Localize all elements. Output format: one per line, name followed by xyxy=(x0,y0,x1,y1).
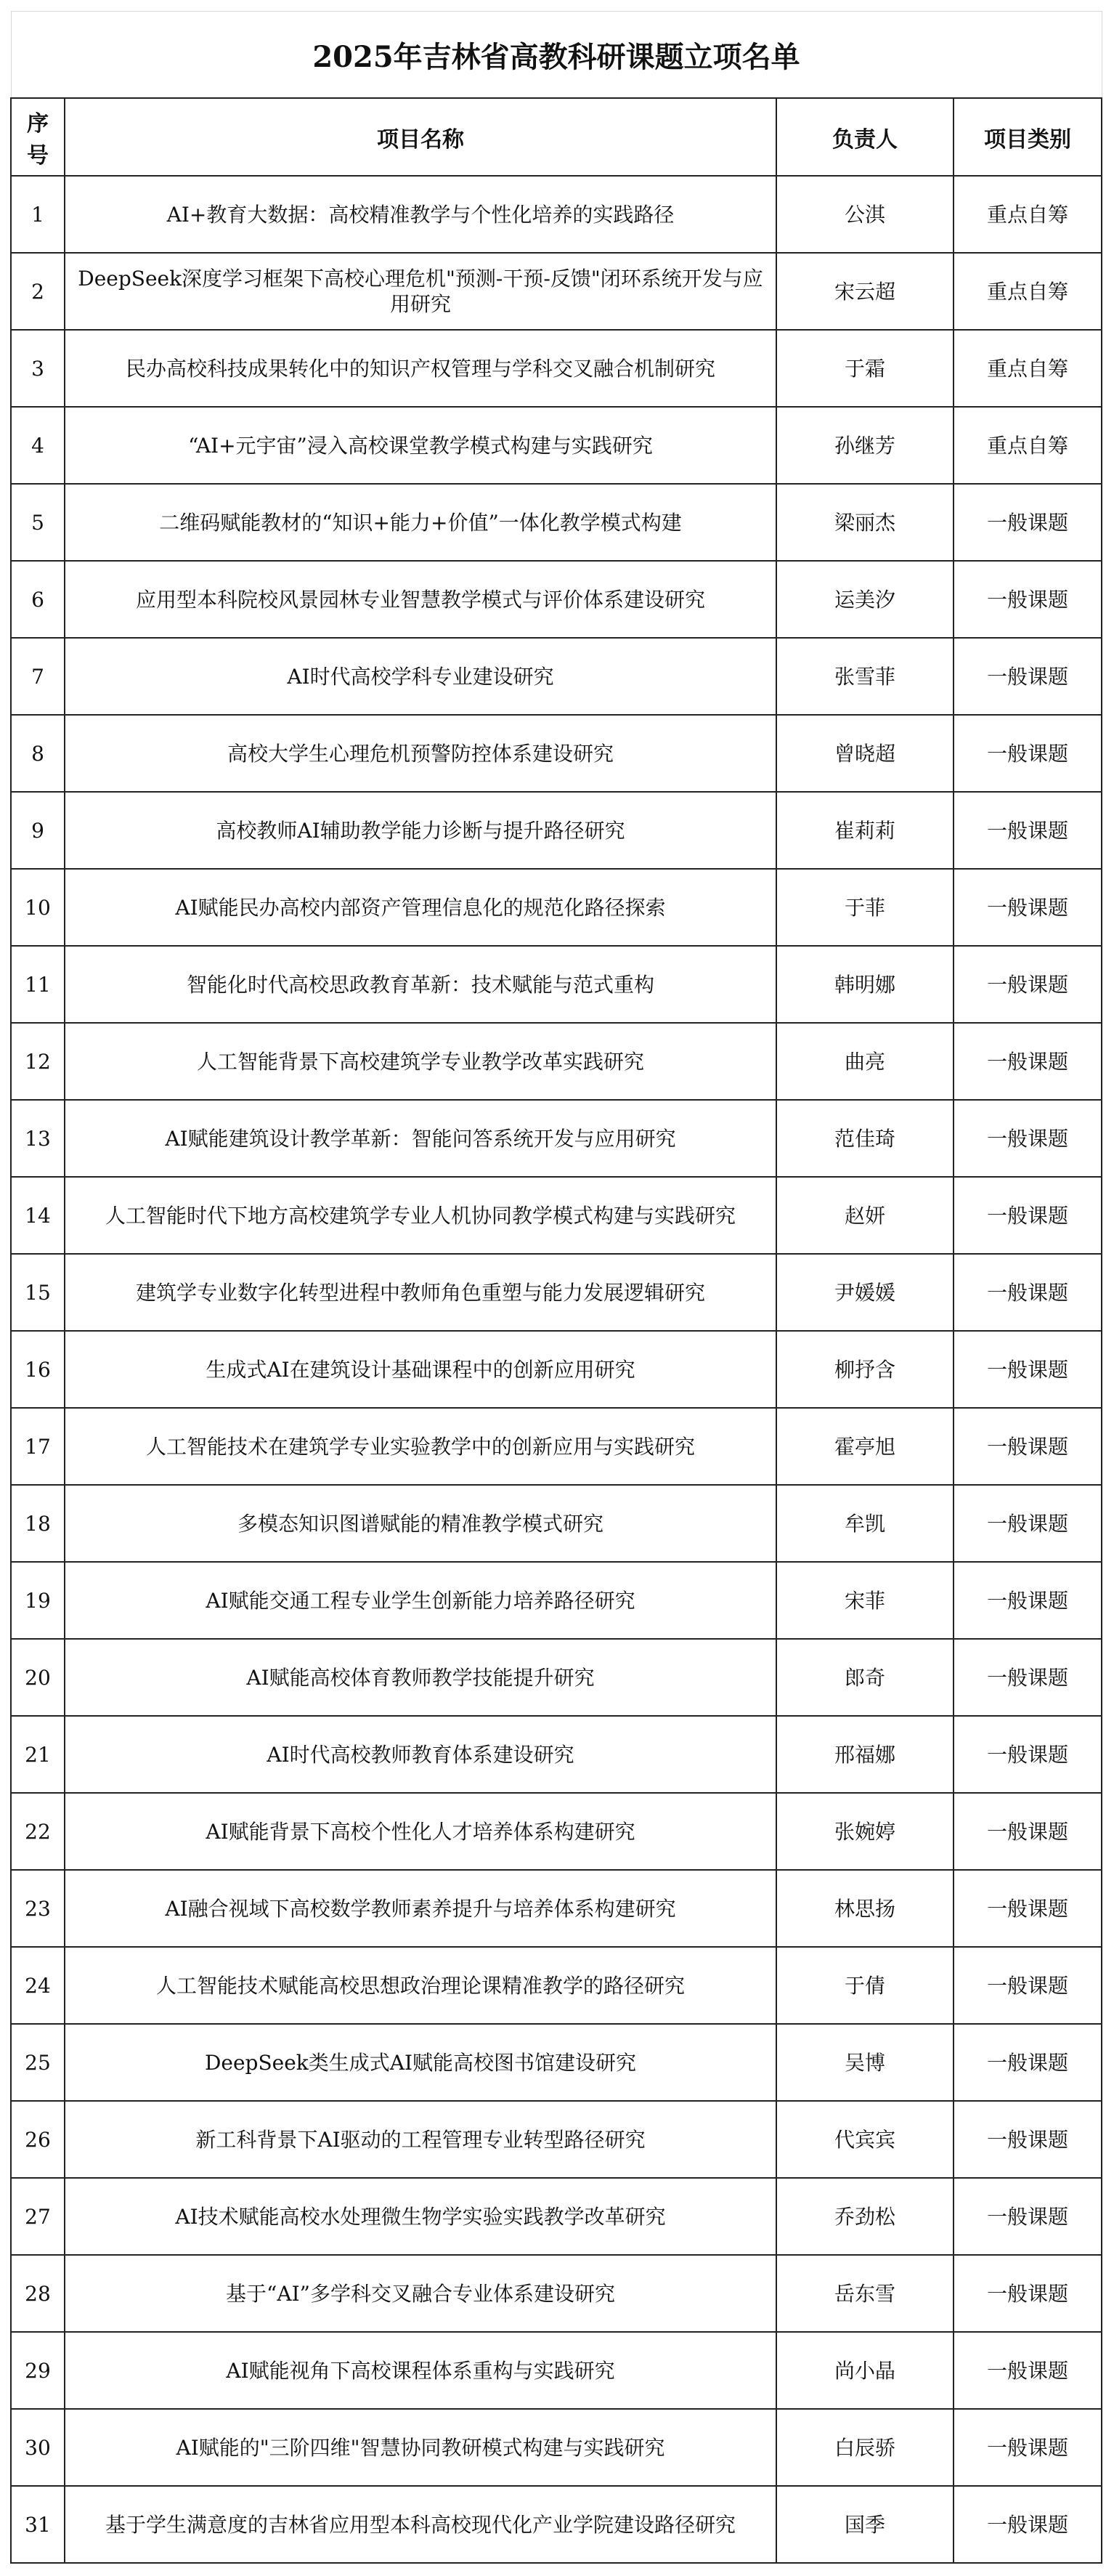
row-index: 19 xyxy=(11,1562,65,1639)
row-index: 24 xyxy=(11,1947,65,2024)
row-project-name: AI融合视域下高校数学教师素养提升与培养体系构建研究 xyxy=(65,1870,776,1947)
row-index: 10 xyxy=(11,869,65,946)
row-index: 22 xyxy=(11,1793,65,1870)
row-category: 一般课题 xyxy=(954,2178,1102,2255)
row-leader: 郎奇 xyxy=(776,1639,954,1716)
header-leader: 负责人 xyxy=(776,98,954,176)
row-category: 一般课题 xyxy=(954,715,1102,792)
row-leader: 霍亭旭 xyxy=(776,1408,954,1485)
row-leader: 梁丽杰 xyxy=(776,484,954,561)
table-row xyxy=(11,715,1102,792)
row-category: 一般课题 xyxy=(954,1485,1102,1562)
table-row xyxy=(11,176,1102,253)
table-row xyxy=(11,1485,1102,1562)
row-leader: 吴博 xyxy=(776,2024,954,2101)
row-category: 一般课题 xyxy=(954,1793,1102,1870)
row-category: 一般课题 xyxy=(954,2101,1102,2178)
row-index: 26 xyxy=(11,2101,65,2178)
row-index: 21 xyxy=(11,1716,65,1793)
header-index: 序号 xyxy=(11,98,65,176)
row-category: 一般课题 xyxy=(954,1023,1102,1100)
row-index: 23 xyxy=(11,1870,65,1947)
project-list-document xyxy=(10,11,1101,2564)
row-project-name: “AI+元宇宙”浸入高校课堂教学模式构建与实践研究 xyxy=(65,407,776,484)
row-project-name: AI时代高校教师教育体系建设研究 xyxy=(65,1716,776,1793)
table-row xyxy=(11,1408,1102,1485)
row-leader: 张婉婷 xyxy=(776,1793,954,1870)
row-project-name: 生成式AI在建筑设计基础课程中的创新应用研究 xyxy=(65,1331,776,1408)
row-category: 重点自筹 xyxy=(954,407,1102,484)
header-category: 项目类别 xyxy=(954,98,1102,176)
row-leader: 于菲 xyxy=(776,869,954,946)
row-category: 一般课题 xyxy=(954,1331,1102,1408)
header-project-name: 项目名称 xyxy=(65,98,776,176)
row-project-name: 人工智能背景下高校建筑学专业教学改革实践研究 xyxy=(65,1023,776,1100)
row-category: 一般课题 xyxy=(954,1947,1102,2024)
row-category: 一般课题 xyxy=(954,1562,1102,1639)
row-leader: 公淇 xyxy=(776,176,954,253)
row-index: 16 xyxy=(11,1331,65,1408)
row-index: 14 xyxy=(11,1177,65,1254)
row-leader: 孙继芳 xyxy=(776,407,954,484)
row-leader: 代宾宾 xyxy=(776,2101,954,2178)
row-leader: 范佳琦 xyxy=(776,1100,954,1177)
row-leader: 宋菲 xyxy=(776,1562,954,1639)
table-row xyxy=(11,1562,1102,1639)
table-row xyxy=(11,869,1102,946)
table-body xyxy=(11,176,1102,2563)
row-leader: 赵妍 xyxy=(776,1177,954,1254)
row-project-name: AI赋能民办高校内部资产管理信息化的规范化路径探索 xyxy=(65,869,776,946)
table-row xyxy=(11,1100,1102,1177)
row-index: 6 xyxy=(11,561,65,638)
title-row xyxy=(11,12,1102,99)
row-category: 一般课题 xyxy=(954,638,1102,715)
table-row xyxy=(11,1331,1102,1408)
row-index: 9 xyxy=(11,792,65,869)
row-project-name: AI赋能建筑设计教学革新：智能问答系统开发与应用研究 xyxy=(65,1100,776,1177)
table-row xyxy=(11,1793,1102,1870)
row-project-name: DeepSeek深度学习框架下高校心理危机"预测-干预-反馈"闭环系统开发与应用研究 xyxy=(65,253,776,330)
row-index: 18 xyxy=(11,1485,65,1562)
row-index: 4 xyxy=(11,407,65,484)
row-index: 7 xyxy=(11,638,65,715)
row-index: 11 xyxy=(11,946,65,1023)
row-leader: 运美汐 xyxy=(776,561,954,638)
row-category: 一般课题 xyxy=(954,1639,1102,1716)
row-category: 重点自筹 xyxy=(954,253,1102,330)
table-row xyxy=(11,2178,1102,2255)
row-leader: 牟凯 xyxy=(776,1485,954,1562)
row-project-name: 人工智能技术在建筑学专业实验教学中的创新应用与实践研究 xyxy=(65,1408,776,1485)
document-title: 2025年吉林省高教科研课题立项名单 xyxy=(11,12,1102,99)
row-category: 一般课题 xyxy=(954,484,1102,561)
row-category: 一般课题 xyxy=(954,1716,1102,1793)
project-table xyxy=(10,11,1102,2564)
table-row xyxy=(11,2255,1102,2332)
row-leader: 白辰骄 xyxy=(776,2409,954,2486)
table-row xyxy=(11,946,1102,1023)
row-index: 13 xyxy=(11,1100,65,1177)
row-leader: 张雪菲 xyxy=(776,638,954,715)
row-project-name: 多模态知识图谱赋能的精准教学模式研究 xyxy=(65,1485,776,1562)
row-project-name: 人工智能时代下地方高校建筑学专业人机协同教学模式构建与实践研究 xyxy=(65,1177,776,1254)
row-leader: 乔劲松 xyxy=(776,2178,954,2255)
row-project-name: 人工智能技术赋能高校思想政治理论课精准教学的路径研究 xyxy=(65,1947,776,2024)
row-project-name: AI+教育大数据：高校精准教学与个性化培养的实践路径 xyxy=(65,176,776,253)
row-leader: 韩明娜 xyxy=(776,946,954,1023)
row-leader: 崔莉莉 xyxy=(776,792,954,869)
row-category: 一般课题 xyxy=(954,2024,1102,2101)
row-project-name: 应用型本科院校风景园林专业智慧教学模式与评价体系建设研究 xyxy=(65,561,776,638)
table-row xyxy=(11,2332,1102,2409)
table-row xyxy=(11,1023,1102,1100)
header-row xyxy=(11,98,1102,176)
row-category: 一般课题 xyxy=(954,1100,1102,1177)
row-index: 27 xyxy=(11,2178,65,2255)
row-project-name: 基于“AI”多学科交叉融合专业体系建设研究 xyxy=(65,2255,776,2332)
row-category: 重点自筹 xyxy=(954,176,1102,253)
row-leader: 于倩 xyxy=(776,1947,954,2024)
row-category: 一般课题 xyxy=(954,869,1102,946)
row-category: 一般课题 xyxy=(954,2255,1102,2332)
row-project-name: AI赋能的"三阶四维"智慧协同教研模式构建与实践研究 xyxy=(65,2409,776,2486)
table-row xyxy=(11,2409,1102,2486)
row-index: 30 xyxy=(11,2409,65,2486)
row-index: 20 xyxy=(11,1639,65,1716)
row-index: 15 xyxy=(11,1254,65,1331)
row-leader: 柳抒含 xyxy=(776,1331,954,1408)
row-index: 17 xyxy=(11,1408,65,1485)
row-index: 5 xyxy=(11,484,65,561)
row-index: 29 xyxy=(11,2332,65,2409)
row-leader: 尹媛媛 xyxy=(776,1254,954,1331)
row-index: 12 xyxy=(11,1023,65,1100)
row-project-name: AI技术赋能高校水处理微生物学实验实践教学改革研究 xyxy=(65,2178,776,2255)
row-project-name: 高校教师AI辅助教学能力诊断与提升路径研究 xyxy=(65,792,776,869)
table-row xyxy=(11,253,1102,330)
row-project-name: DeepSeek类生成式AI赋能高校图书馆建设研究 xyxy=(65,2024,776,2101)
row-project-name: AI赋能背景下高校个性化人才培养体系构建研究 xyxy=(65,1793,776,1870)
table-row xyxy=(11,1639,1102,1716)
row-category: 一般课题 xyxy=(954,792,1102,869)
row-index: 28 xyxy=(11,2255,65,2332)
row-project-name: 民办高校科技成果转化中的知识产权管理与学科交叉融合机制研究 xyxy=(65,330,776,407)
row-project-name: 二维码赋能教材的“知识+能力+价值”一体化教学模式构建 xyxy=(65,484,776,561)
table-row xyxy=(11,484,1102,561)
table-row xyxy=(11,638,1102,715)
row-project-name: AI赋能视角下高校课程体系重构与实践研究 xyxy=(65,2332,776,2409)
table-row xyxy=(11,330,1102,407)
row-category: 一般课题 xyxy=(954,2332,1102,2409)
row-project-name: 新工科背景下AI驱动的工程管理专业转型路径研究 xyxy=(65,2101,776,2178)
row-leader: 岳东雪 xyxy=(776,2255,954,2332)
row-project-name: AI赋能高校体育教师教学技能提升研究 xyxy=(65,1639,776,1716)
row-leader: 林思扬 xyxy=(776,1870,954,1947)
table-row xyxy=(11,1870,1102,1947)
row-category: 一般课题 xyxy=(954,1870,1102,1947)
row-category: 一般课题 xyxy=(954,1254,1102,1331)
table-row xyxy=(11,561,1102,638)
table-row xyxy=(11,2101,1102,2178)
table-row xyxy=(11,1254,1102,1331)
table-row xyxy=(11,407,1102,484)
table-row xyxy=(11,2486,1102,2563)
row-leader: 尚小晶 xyxy=(776,2332,954,2409)
table-row xyxy=(11,792,1102,869)
row-category: 重点自筹 xyxy=(954,330,1102,407)
row-category: 一般课题 xyxy=(954,2409,1102,2486)
row-project-name: AI时代高校学科专业建设研究 xyxy=(65,638,776,715)
row-index: 2 xyxy=(11,253,65,330)
row-leader: 曲亮 xyxy=(776,1023,954,1100)
row-leader: 于霜 xyxy=(776,330,954,407)
row-leader: 曾晓超 xyxy=(776,715,954,792)
row-project-name: AI赋能交通工程专业学生创新能力培养路径研究 xyxy=(65,1562,776,1639)
row-category: 一般课题 xyxy=(954,561,1102,638)
row-index: 1 xyxy=(11,176,65,253)
row-index: 3 xyxy=(11,330,65,407)
row-project-name: 基于学生满意度的吉林省应用型本科高校现代化产业学院建设路径研究 xyxy=(65,2486,776,2563)
row-leader: 邢福娜 xyxy=(776,1716,954,1793)
row-category: 一般课题 xyxy=(954,1408,1102,1485)
row-project-name: 高校大学生心理危机预警防控体系建设研究 xyxy=(65,715,776,792)
row-index: 8 xyxy=(11,715,65,792)
row-index: 25 xyxy=(11,2024,65,2101)
row-leader: 宋云超 xyxy=(776,253,954,330)
row-project-name: 建筑学专业数字化转型进程中教师角色重塑与能力发展逻辑研究 xyxy=(65,1254,776,1331)
row-category: 一般课题 xyxy=(954,946,1102,1023)
table-row xyxy=(11,1177,1102,1254)
row-project-name: 智能化时代高校思政教育革新：技术赋能与范式重构 xyxy=(65,946,776,1023)
row-category: 一般课题 xyxy=(954,1177,1102,1254)
row-index: 31 xyxy=(11,2486,65,2563)
table-row xyxy=(11,1716,1102,1793)
row-category: 一般课题 xyxy=(954,2486,1102,2563)
table-row xyxy=(11,1947,1102,2024)
table-row xyxy=(11,2024,1102,2101)
row-leader: 国季 xyxy=(776,2486,954,2563)
